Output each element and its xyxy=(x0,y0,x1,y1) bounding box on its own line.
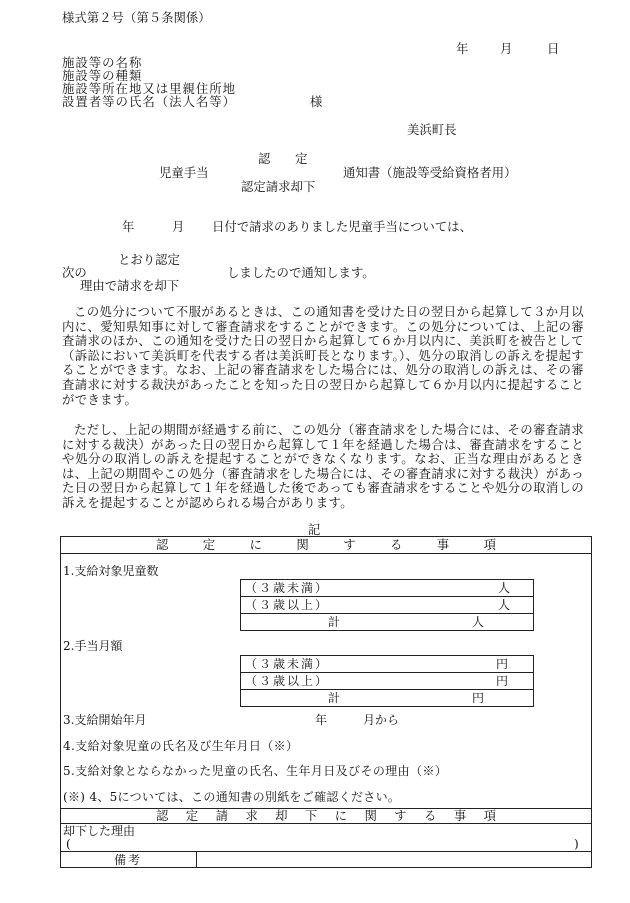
monthly-amount-label: 2.手当月額 xyxy=(63,639,123,653)
amount-total-unit: 円 xyxy=(472,691,485,705)
appeal-paragraph-1: この処分について不服があるときは、この通知書を受けた日の翌日から起算して３か月以内に、愛知県知事に対して審査請求をすることができます。この処分については、上記の審査請求のほか、この通知を受けた日の翌日から起算して６か月以内に、美浜町を被告として（訴訟において美浜町を代表する者は美浜町長となります。）、処分の取消しの訴えを提起することができます。なお、上記の審査請求をした場合には、処分の取消しの訴えは、その審査請求に対する裁決があったことを知った日の翌日から起算して６か月以内に提起することができます。 xyxy=(62,304,584,407)
rejection-section-heading xyxy=(156,809,496,823)
facility-type-label: 施設等の種類 xyxy=(62,68,143,83)
over-3-label: （３歳以上） xyxy=(245,598,330,612)
under-3-amount-unit: 円 xyxy=(496,657,509,671)
date-month-label: 月 xyxy=(500,41,513,56)
divider xyxy=(60,851,592,852)
under-3-amount-label: （３歳未満） xyxy=(245,657,330,671)
over-3-amount-unit: 円 xyxy=(496,674,509,688)
payment-start-month: 月から xyxy=(363,713,400,727)
title-rejection: 認定請求却下 xyxy=(241,179,316,194)
decision-prefix: 次の xyxy=(62,265,87,280)
reason-paren-close: ) xyxy=(574,837,579,851)
intro-year: 年 xyxy=(122,219,135,234)
divider xyxy=(240,613,534,614)
amount-total-label: 計 xyxy=(328,691,341,705)
decision-approve: とおり認定 xyxy=(118,252,180,267)
divider xyxy=(240,672,534,673)
heading-char: 関 xyxy=(364,808,377,823)
divider xyxy=(60,553,592,554)
heading-char: に xyxy=(334,808,348,823)
under-3-unit: 人 xyxy=(498,581,511,595)
eligible-children-count-label: 1.支給対象児童数 xyxy=(63,564,159,578)
payment-start-label: 3.支給開始年月 xyxy=(63,713,147,727)
form-number: 様式第２号（第５条関係） xyxy=(62,10,211,25)
heading-char: 項 xyxy=(483,537,496,552)
founder-name-label: 設置者等の氏名（法人名等） xyxy=(62,94,237,109)
ki-mark: 記 xyxy=(308,522,321,537)
decision-suffix: しましたので通知します。 xyxy=(227,265,375,280)
heading-char: る xyxy=(424,808,437,823)
divider xyxy=(240,596,534,597)
heading-char: 求 xyxy=(245,808,258,823)
sender-name: 美浜町長 xyxy=(407,122,457,137)
heading-char: す xyxy=(343,537,356,552)
divider xyxy=(60,823,592,824)
under-3-label: （３歳未満） xyxy=(245,581,330,595)
approval-section-heading xyxy=(156,538,496,552)
remarks-label: 備考 xyxy=(114,853,143,867)
appeal-paragraph-2: ただし、上記の期間が経過する前に、この処分（審査請求をした場合には、その審査請求に対する裁決）があった日の翌日から起算して１年を経過した場合は、審査請求をすることや処分の取消しの訴えを提起することができなくなります。なお、正当な理由があるときは、上記の期間やこの処分（審査請求をした場合には、その審査請求に対する裁決）があった日の翌日から起算して１年を経過した後であっても審査請求をすることや処分の取消しの訴えを提起することが認められる場合があります。 xyxy=(62,422,584,510)
date-day-label: 日 xyxy=(547,41,560,56)
heading-char: 定 xyxy=(202,537,216,552)
heading-char: 認 xyxy=(156,537,169,552)
title-approval: 認 定 xyxy=(258,151,308,166)
heading-char: 却 xyxy=(275,808,288,823)
intro-month: 月 xyxy=(172,219,185,234)
heading-char: に xyxy=(249,537,262,552)
heading-char: 下 xyxy=(304,808,318,823)
payment-start-year: 年 xyxy=(315,713,328,727)
facility-name-label: 施設等の名称 xyxy=(62,55,143,70)
heading-char: 認 xyxy=(156,808,169,823)
over-3-unit: 人 xyxy=(498,598,511,612)
ineligible-children-label: 5.支給対象とならなかった児童の氏名、生年月日及びその理由（※） xyxy=(63,764,448,778)
title-notice: 通知書（施設等受給資格者用） xyxy=(343,165,517,180)
date-year-label: 年 xyxy=(456,41,469,56)
divider xyxy=(240,689,534,690)
divider xyxy=(196,851,197,868)
attachment-note: (※) 4、5については、この通知書の別紙をご確認ください。 xyxy=(63,790,401,804)
reason-paren-open: ( xyxy=(66,837,71,851)
decision-reject: 理由で請求を却下 xyxy=(80,278,180,293)
heading-char: 項 xyxy=(483,808,496,823)
heading-char: 事 xyxy=(436,537,450,552)
heading-char: 定 xyxy=(185,808,199,823)
heading-char: る xyxy=(389,537,403,552)
children-total-label: 計 xyxy=(328,615,341,629)
over-3-amount-label: （３歳以上） xyxy=(245,674,330,688)
heading-char: 事 xyxy=(453,808,467,823)
rejection-reason-label: 却下した理由 xyxy=(63,824,136,838)
children-total-unit: 人 xyxy=(472,615,485,629)
title-child-allowance: 児童手当 xyxy=(159,165,209,180)
heading-char: す xyxy=(394,808,407,823)
eligible-children-names-label: 4.支給対象児童の氏名及び生年月日（※） xyxy=(63,739,299,753)
facility-address-label: 施設等所在地又は里親住所地 xyxy=(62,81,237,96)
intro-text: 日付で請求のありました児童手当については、 xyxy=(212,219,472,234)
honorific: 様 xyxy=(310,94,323,109)
heading-char: 関 xyxy=(296,537,309,552)
heading-char: 請 xyxy=(215,808,228,823)
